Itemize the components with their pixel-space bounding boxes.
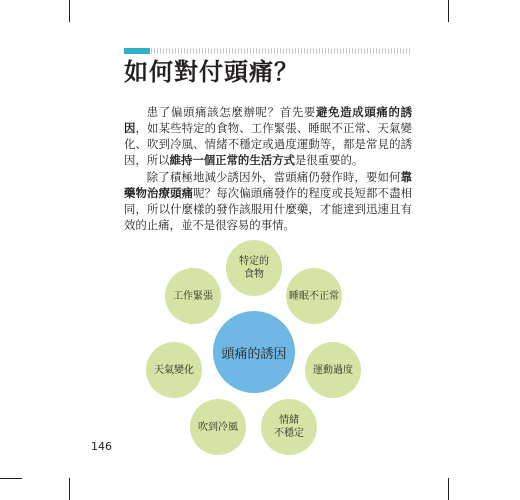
trigger-node-weather: 天氣變化 <box>146 342 202 398</box>
paragraph-text: 患了偏頭痛該怎麼辦呢？首先要 <box>146 105 316 119</box>
paragraph-text: 是很重要的。 <box>294 153 364 167</box>
paragraph-medication <box>124 169 412 233</box>
emphasis-text: 避免造成頭痛的誘因 <box>124 105 412 135</box>
trigger-node-cold-wind: 吹到冷風 <box>190 399 246 455</box>
trigger-node-food: 特定的 食物 <box>226 240 282 296</box>
paragraph-text: 除了積極地減少誘因外，當頭痛仍發作時，要如何 <box>146 170 401 184</box>
paragraph-text: ，如某些特定的食物、工作緊張、睡眠不正常、天氣變化、吹到冷風、情緒不穩定或過度運動等，都是常見的誘因，所以 <box>124 121 412 167</box>
heading-rule <box>124 48 412 54</box>
trigger-node-emotion: 情緒 不穩定 <box>261 399 317 455</box>
trigger-node-work-stress: 工作緊張 <box>165 268 221 324</box>
page-title: 如何對付頭痛？ <box>124 58 299 86</box>
emphasis-text: 維持一個正常的生活方式 <box>169 153 295 167</box>
crop-mark <box>0 478 22 479</box>
headache-trigger-diagram <box>140 240 390 455</box>
heading-accent-bar <box>124 48 150 54</box>
crop-mark <box>69 478 70 500</box>
trigger-node-sleep: 睡眠不正常 <box>286 268 342 324</box>
crop-mark <box>448 0 449 22</box>
trigger-node-exercise: 運動過度 <box>305 342 361 398</box>
center-node-triggers: 頭痛的誘因 <box>213 311 295 393</box>
page-number: 146 <box>91 440 112 453</box>
paragraph-avoid-triggers <box>124 104 412 168</box>
crop-mark <box>448 478 449 500</box>
emphasis-text: 靠藥物治療頭痛 <box>124 170 412 200</box>
crop-mark <box>69 0 70 22</box>
paragraph-text: 呢？每次偏頭痛發作的程度或長短都不盡相同，所以什麼樣的發作該服用什麼藥，才能達到迅速且有效的止痛，並不是很容易的事情。 <box>124 186 412 232</box>
